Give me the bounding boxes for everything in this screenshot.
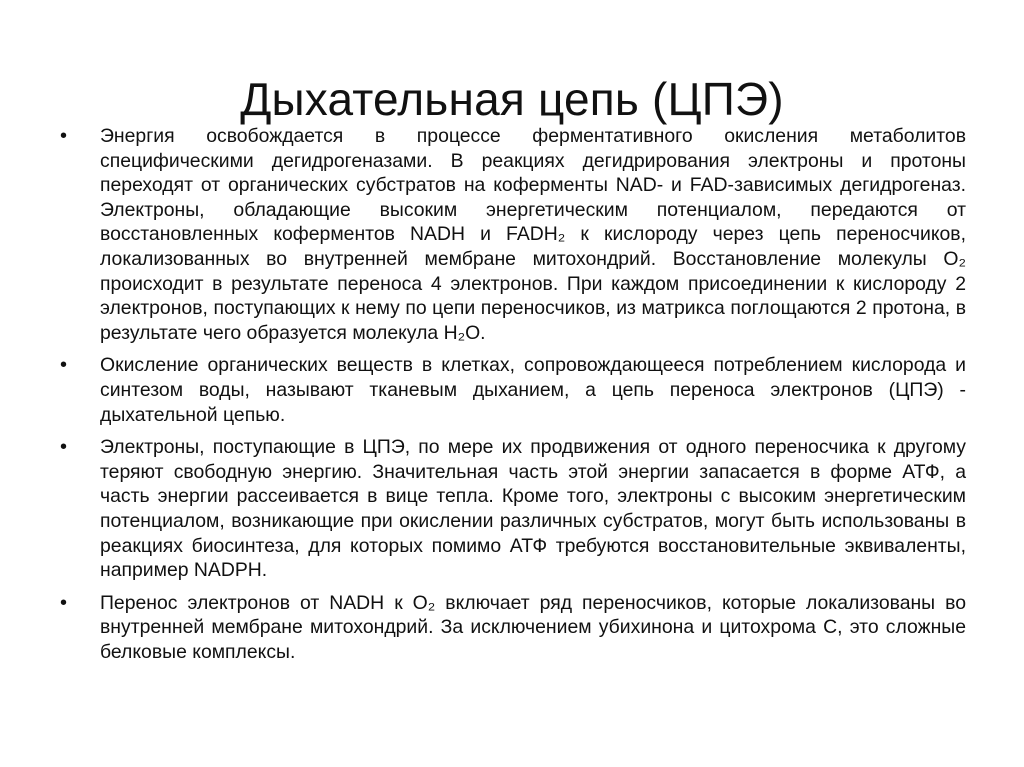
bullet-text-3: Электроны, поступающие в ЦПЭ, по мере их продвижения от одного переносчика к другому теряют свободную энергию. Значительная часть этой энергии запасается в форме АТФ, а часть энергии рассеивается в вице тепла. Кроме того, электроны с высоким энергетическим потенциалом, возникающие при окислении различных субстратов, могут быть использованы в реакциях биосинтеза, для которых помимо АТФ требуются восстановительные эквиваленты, например NADPH. (100, 436, 966, 582)
bullet-item-1 (60, 124, 966, 345)
bullet-dot-icon: • (60, 591, 68, 614)
bullet-item-4 (60, 591, 966, 665)
bullet-item-3 (60, 435, 966, 583)
bullet-text-1: Энергия освобождается в процессе ферментативного окисления метаболитов специфическими дегидрогеназами. В реакциях дегидрирования электроны и протоны переходят от органических субстратов на коферменты NAD- и FAD-зависимых дегидрогеназ. Электроны, обладающие высоким энергетическим потенциалом, передаются от восстановленных коферментов NADH и FADH₂ к кислороду через цепь переносчиков, локализованных во внутренней мембране митохондрий. Восстановление молекулы O₂ происходит в результате переноса 4 электронов. При каждом присоединении к кислороду 2 электронов, поступающих к нему по цепи переносчиков, из матрикса поглощаются 2 протона, в результате чего образуется молекула H₂O. (100, 125, 966, 344)
bullet-item-2 (60, 353, 966, 427)
bullet-dot-icon: • (60, 354, 68, 377)
bullet-dot-icon: • (60, 436, 68, 459)
bullet-list (60, 124, 966, 672)
slide-title: Дыхательная цепь (ЦПЭ) (240, 72, 784, 125)
bullet-text-2: Окисление органических веществ в клетках, сопровождающееся потреблением кислорода и синтезом воды, называют тканевым дыханием, а цепь переноса электронов (ЦПЭ) - дыхательной цепью. (100, 354, 966, 426)
bullet-dot-icon: • (60, 125, 68, 147)
bullet-text-4: Перенос электронов от NADH к O₂ включает ряд переносчиков, которые локализованы во внутренней мембране митохондрий. За исключением убихинона и цитохрома С, это сложные белковые комплексы. (100, 591, 966, 663)
